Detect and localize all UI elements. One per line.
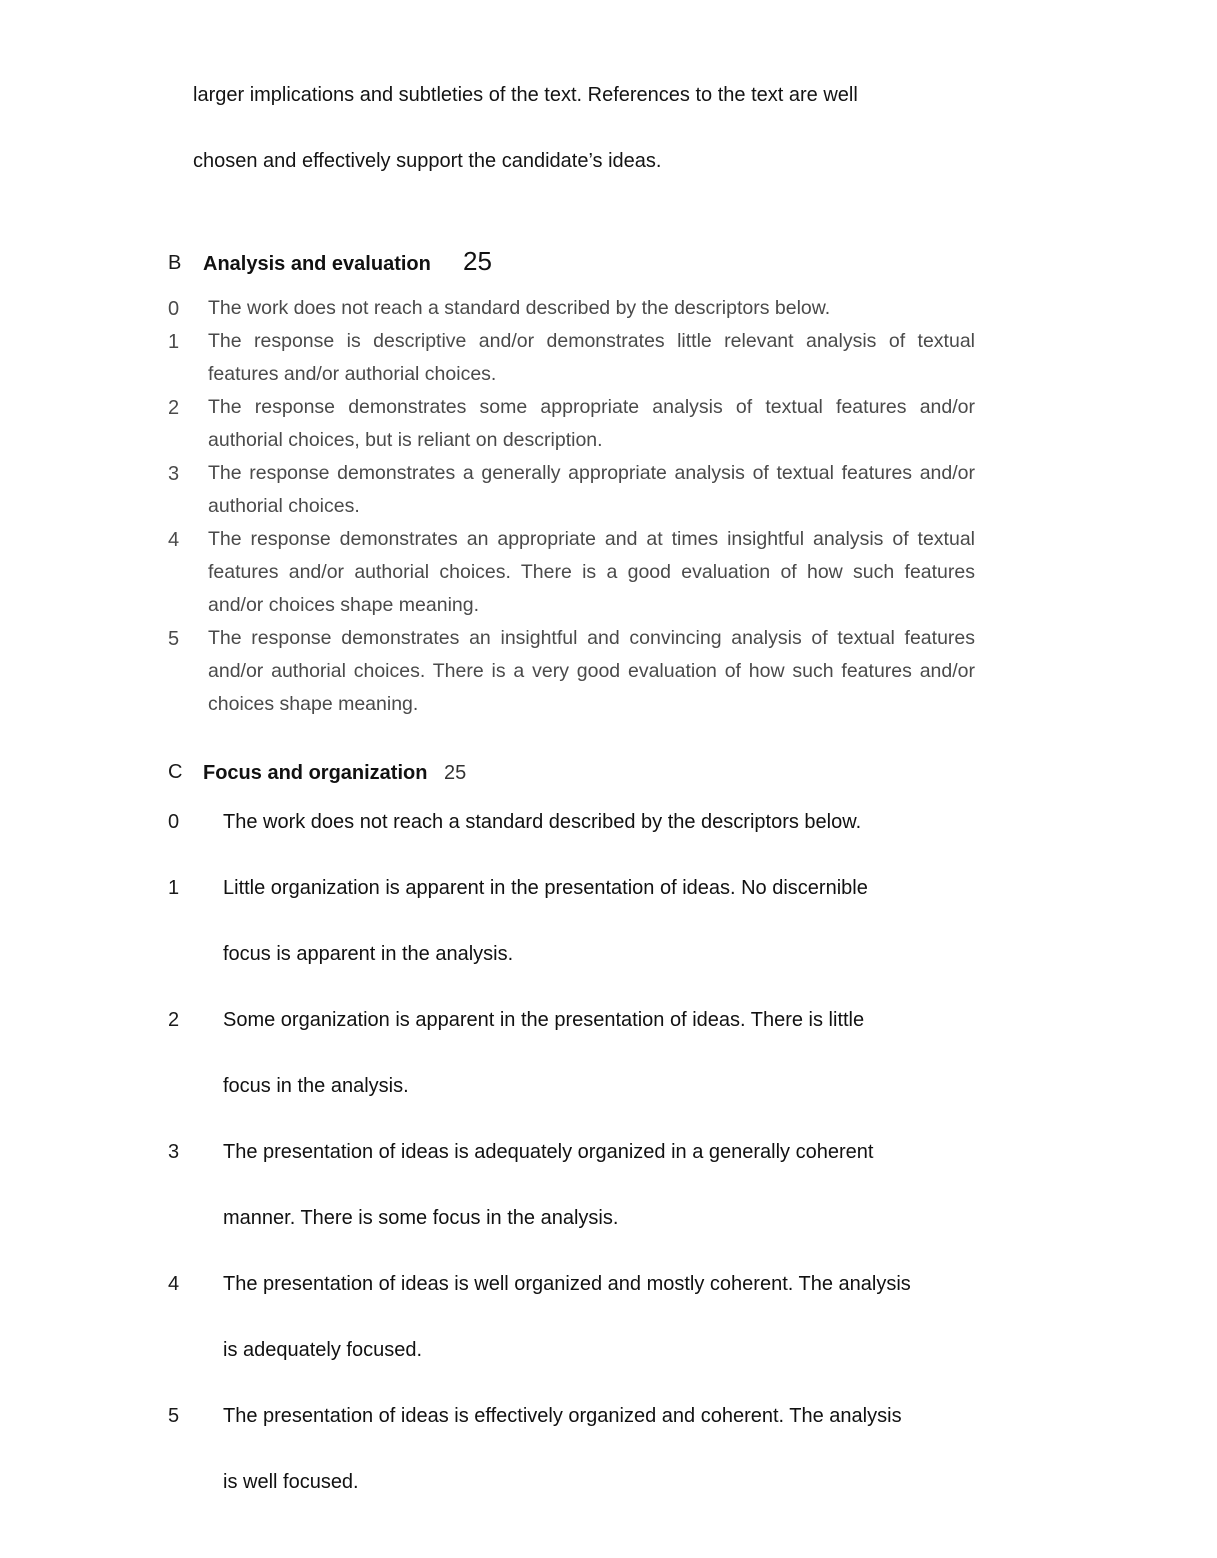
section-b-marks: 25	[463, 246, 492, 276]
section-c-level-2: 2	[168, 1009, 180, 1031]
section-b-level-1: 1	[168, 331, 180, 353]
section-b-level-5: 5	[168, 628, 180, 650]
section-b-title: Analysis and evaluation	[203, 253, 431, 275]
section-c-descriptor-0-line-1: The work does not reach a standard described by the descriptors below.	[223, 811, 862, 833]
section-c-letter: C	[168, 761, 183, 783]
section-b-descriptor-3: The response demonstrates a generally appropriate analysis of textual features and/or authorial choices.	[208, 462, 975, 517]
section-c-descriptor-4-line-2: is adequately focused.	[223, 1339, 423, 1361]
section-b-level-2: 2	[168, 397, 180, 419]
section-b-descriptor-2: The response demonstrates some appropriate analysis of textual features and/or authorial choices, but is reliant on description.	[208, 396, 975, 451]
intro-line-1: larger implications and subtleties of the text. References to the text are well	[193, 84, 858, 106]
section-c-descriptor-3-line-1: The presentation of ideas is adequately organized in a generally coherent	[223, 1141, 874, 1163]
section-c-descriptor-4-line-1: The presentation of ideas is well organized and mostly coherent. The analysis	[223, 1273, 911, 1295]
section-b-level-3: 3	[168, 463, 180, 485]
section-b-descriptor-0: The work does not reach a standard described by the descriptors below.	[208, 297, 831, 319]
section-b-level-4: 4	[168, 529, 180, 551]
section-c-descriptor-2-line-2: focus in the analysis.	[223, 1075, 409, 1097]
section-c-descriptor-2-line-1: Some organization is apparent in the presentation of ideas. There is little	[223, 1009, 865, 1031]
section-c-level-1: 1	[168, 877, 180, 899]
section-b-descriptor-4: The response demonstrates an appropriate and at times insightful analysis of textual features and/or authorial choices. There is a good evaluation of how such features and/or choices shape meaning.	[208, 528, 975, 616]
section-b-descriptor-1: The response is descriptive and/or demonstrates little relevant analysis of textual features and/or authorial choices.	[208, 330, 975, 385]
section-c-descriptor-5-line-2: is well focused.	[223, 1471, 359, 1493]
section-c-descriptor-5-line-1: The presentation of ideas is effectively organized and coherent. The analysis	[223, 1405, 902, 1427]
section-b-letter: B	[168, 252, 182, 274]
section-c-descriptor-1-line-1: Little organization is apparent in the presentation of ideas. No discernible	[223, 877, 868, 899]
section-c-level-4: 4	[168, 1273, 180, 1295]
intro-line-2: chosen and effectively support the candidate’s ideas.	[193, 150, 662, 172]
section-c-level-0: 0	[168, 811, 180, 833]
section-c-level-5: 5	[168, 1405, 180, 1427]
section-b-level-0: 0	[168, 298, 180, 320]
section-c-descriptor-1-line-2: focus is apparent in the analysis.	[223, 943, 514, 965]
section-c-level-3: 3	[168, 1141, 180, 1163]
section-c-descriptor-3-line-2: manner. There is some focus in the analysis.	[223, 1207, 619, 1229]
section-c-marks: 25	[444, 762, 467, 784]
section-b-descriptor-5: The response demonstrates an insightful and convincing analysis of textual features and/or authorial choices. There is a very good evaluation of how such features and/or choices shape meaning.	[208, 627, 975, 715]
section-c-title: Focus and organization	[203, 762, 428, 784]
